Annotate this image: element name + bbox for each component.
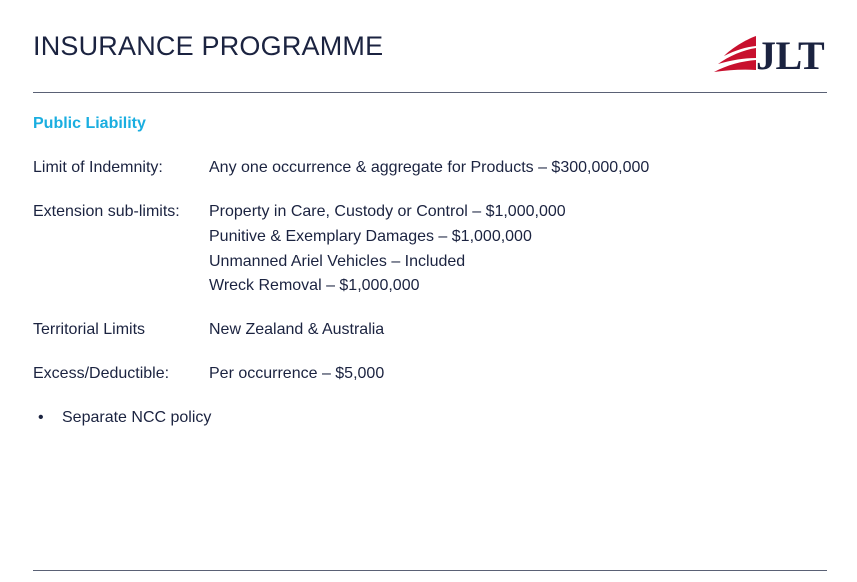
bullet-symbol: • xyxy=(38,409,44,426)
sail-icon xyxy=(712,34,758,78)
row-label: Limit of Indemnity: xyxy=(33,159,163,176)
row-value: Wreck Removal – $1,000,000 xyxy=(209,277,420,295)
page-title: INSURANCE PROGRAMME xyxy=(33,31,384,61)
bullet-text: Separate NCC policy xyxy=(62,409,212,426)
bullet-item xyxy=(38,407,211,429)
row-label: Extension sub-limits: xyxy=(33,203,180,220)
section-heading: Public Liability xyxy=(33,115,146,132)
row-label: Excess/Deductible: xyxy=(33,365,170,382)
footer-divider xyxy=(33,570,827,571)
row-value: Punitive & Exemplary Damages – $1,000,000 xyxy=(209,227,532,245)
jlt-logo xyxy=(712,34,830,78)
row-value: Any one occurrence & aggregate for Products – $300,000,000 xyxy=(209,159,650,176)
row-value: Property in Care, Custody or Control – $1,000,000 xyxy=(209,203,566,220)
row-label: Territorial Limits xyxy=(33,321,146,338)
row-value: Unmanned Ariel Vehicles – Included xyxy=(209,252,466,270)
logo-wordmark: JLT xyxy=(756,33,825,78)
header-divider xyxy=(33,92,827,93)
row-value: Per occurrence – $5,000 xyxy=(209,365,385,382)
row-value: New Zealand & Australia xyxy=(209,321,385,338)
